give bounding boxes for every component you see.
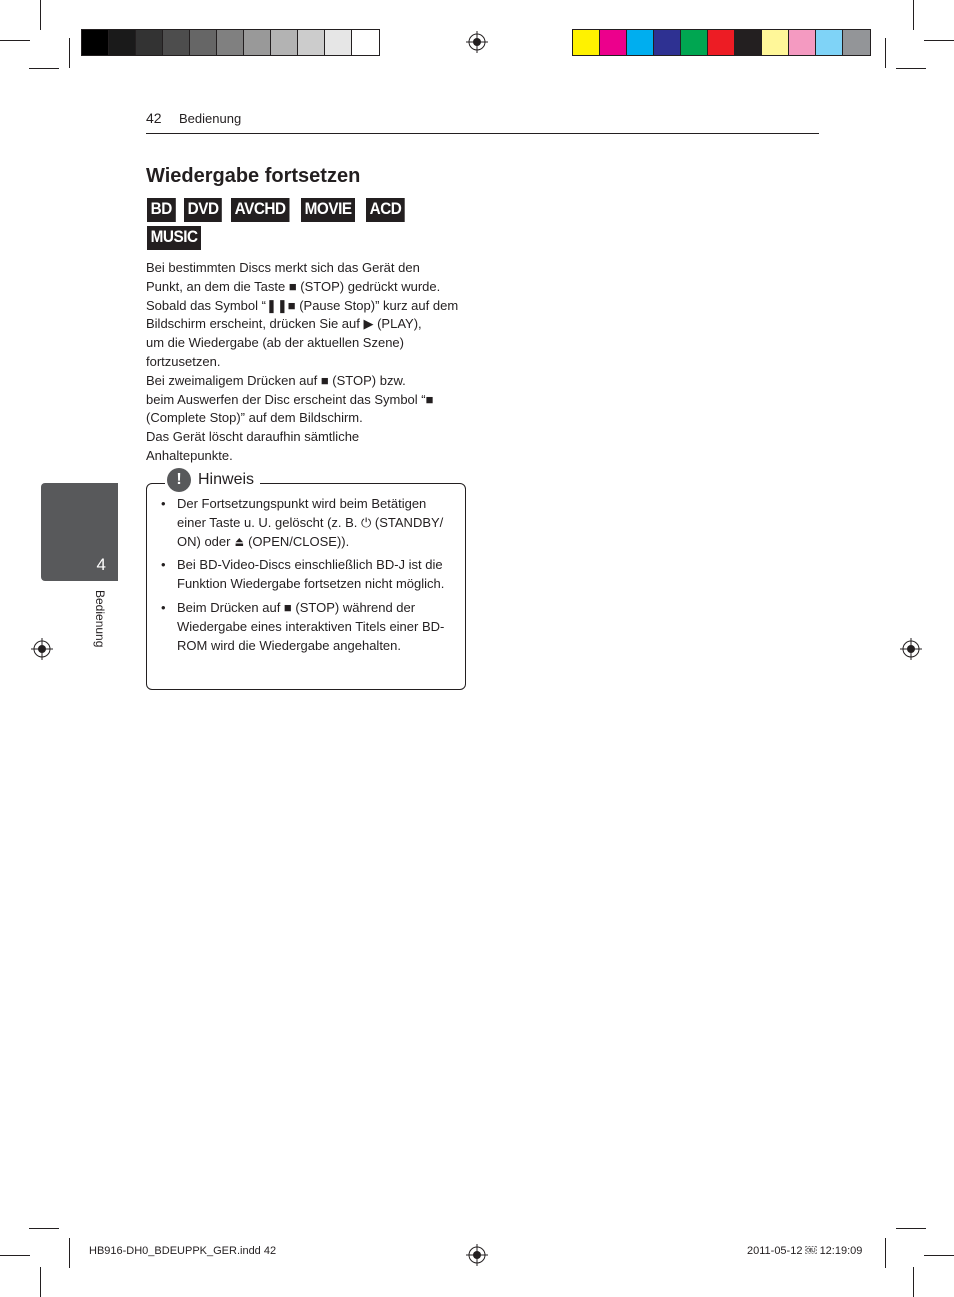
disc-badge-music: MUSIC — [147, 226, 201, 250]
color-swatch — [789, 30, 816, 55]
note-item: • Der Fortsetzungspunkt wird beim Betätigen einer Taste u. U. gelöscht (z. B. ⏻ (STANDBY/ ON) oder ⏏ (OPEN/CLOSE)). — [160, 495, 456, 551]
color-swatch — [816, 30, 843, 55]
exclamation-icon: ! — [167, 468, 191, 492]
color-swatch — [627, 30, 654, 55]
crop-mark — [0, 40, 30, 41]
crop-mark — [0, 1255, 30, 1256]
body-line: Punkt, an dem die Taste ■ (STOP) gedrückt wurde. — [146, 278, 441, 294]
crop-mark — [913, 0, 914, 30]
body-line: Bei zweimaligem Drücken auf ■ (STOP) bzw. — [146, 372, 406, 388]
body-line: beim Auswerfen der Disc erscheint das Symbol “■ — [146, 391, 434, 407]
disc-badge-movie: MOVIE — [301, 198, 355, 222]
gray-swatch — [298, 30, 325, 55]
note-item: • Bei BD-Video-Discs einschließlich BD-J ist die Funktion Wiedergabe fortsetzen nicht möglich. — [160, 556, 456, 594]
gray-swatch — [163, 30, 190, 55]
body-line: Bildschirm erscheint, drücken Sie auf ▶ (PLAY), — [146, 316, 422, 332]
crop-mark — [69, 1238, 70, 1268]
body-paragraph — [146, 259, 471, 466]
chapter-label: Bedienung — [93, 590, 107, 648]
color-swatch — [600, 30, 627, 55]
disc-badge-dvd: DVD — [184, 198, 222, 222]
note-header — [165, 468, 260, 492]
crop-mark — [29, 68, 59, 69]
color-swatch — [708, 30, 735, 55]
disc-badge-avchd: AVCHD — [231, 198, 289, 222]
crop-mark — [896, 68, 926, 69]
crop-mark — [40, 0, 41, 30]
footer-date: 2011-05-12 ￼ 12:19:09 — [747, 1245, 863, 1257]
section-label: Bedienung — [179, 111, 242, 126]
body-line: (Complete Stop)” auf dem Bildschirm. — [146, 410, 363, 426]
gray-swatch — [109, 30, 136, 55]
crop-mark — [924, 1255, 954, 1256]
gray-swatch — [217, 30, 244, 55]
grayscale-bar — [81, 29, 380, 56]
gray-swatch — [271, 30, 298, 55]
footer-file-info: HB916-DH0_BDEUPPK_GER.indd 42 — [89, 1245, 277, 1257]
gray-swatch — [190, 30, 217, 55]
registration-mark-icon — [466, 1244, 488, 1266]
gray-swatch — [352, 30, 379, 55]
gray-swatch — [82, 30, 109, 55]
crop-mark — [913, 1267, 914, 1297]
disc-type-badges — [147, 198, 447, 254]
crop-mark — [885, 1238, 886, 1268]
gray-swatch — [136, 30, 163, 55]
body-line: Das Gerät löscht daraufhin sämtliche — [146, 429, 360, 445]
chapter-number: 4 — [96, 555, 106, 574]
registration-mark-icon — [466, 31, 488, 53]
header-rule — [146, 133, 819, 134]
color-swatch — [762, 30, 789, 55]
color-swatch — [735, 30, 762, 55]
gray-swatch — [244, 30, 271, 55]
note-item: • Beim Drücken auf ■ (STOP) während der Wiedergabe eines interaktiven Titels einer BD-ROM wird die Wiedergabe angehalten. — [160, 599, 456, 655]
page-number: 42 — [146, 110, 162, 126]
body-line: um die Wiedergabe (ab der aktuellen Szene) — [146, 335, 404, 351]
registration-mark-icon — [900, 638, 922, 660]
color-swatch — [843, 30, 870, 55]
body-line: Sobald das Symbol “❚❚■ (Pause Stop)” kurz auf dem — [146, 297, 459, 313]
color-swatch — [654, 30, 681, 55]
crop-mark — [69, 38, 70, 68]
chapter-tab — [41, 483, 118, 581]
crop-mark — [885, 38, 886, 68]
note-title: Hinweis — [198, 471, 255, 488]
color-swatch — [573, 30, 600, 55]
disc-badge-bd: BD — [147, 198, 175, 222]
section-title: Wiedergabe fortsetzen — [146, 165, 361, 187]
color-bar — [572, 29, 871, 56]
body-line: Anhaltepunkte. — [146, 447, 233, 463]
body-line: Bei bestimmten Discs merkt sich das Gerät den — [146, 260, 420, 275]
crop-mark — [924, 40, 954, 41]
disc-badge-acd: ACD — [366, 198, 405, 222]
crop-mark — [896, 1228, 926, 1229]
crop-mark — [40, 1267, 41, 1297]
registration-mark-icon — [31, 638, 53, 660]
note-list — [160, 495, 456, 660]
crop-mark — [29, 1228, 59, 1229]
color-swatch — [681, 30, 708, 55]
body-line: fortzusetzen. — [146, 353, 221, 369]
gray-swatch — [325, 30, 352, 55]
